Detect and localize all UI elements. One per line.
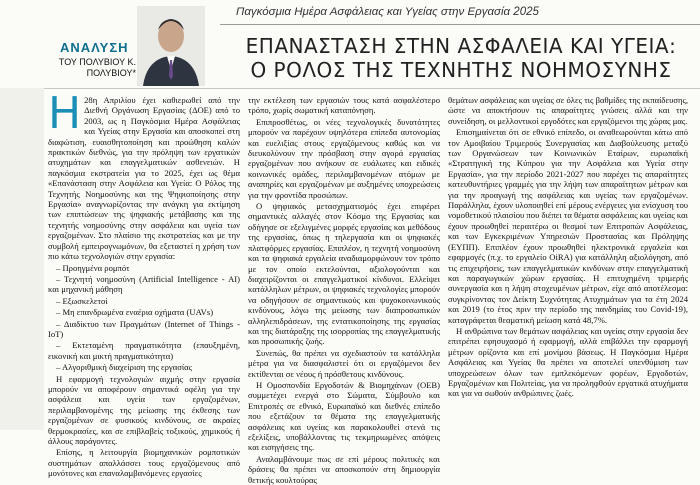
paragraph: Συνεπώς, θα πρέπει να σχεδιαστούν τα κατάλληλα μέτρα για να διασφαλιστεί ότι οι εργαζόμενοι δεν εκτίθενται σε νέους ή πρόσθετους κινδύνους.: [248, 347, 440, 379]
paragraph: Η εφαρμογή τεχνολογιών αιχμής στην εργασία μπορούν να αποφέρουν σημαντικά οφέλη για την ασφάλεια και υγεία των εργαζομένων, περιλαμβανομένης της μείωσης της έκθεσης των εργαζομένων σε φυσικούς κινδύνους, σε ακραίες θερμοκρασίες, και σε επιβλαβείς τοξικούς, χημικούς ή άλλους παράγοντες.: [48, 373, 240, 446]
byline: [56, 57, 136, 79]
list-item: – Διαδίκτυο των Πραγμάτων (Internet of Things - IoT): [48, 319, 240, 340]
headline: [222, 34, 700, 82]
paragraph: Η ανθρώπινα των θεμάτων ασφάλειας και υγείας στην εργασία δεν επιτρέπει εφησυχασμό ή εφαρμογή, αλλά επιβάλλει την εφαρμογή μέτρων ορίζοντα και επί μονίμου βάσεως. Η Παγκόσμια Ημέρα Ασφάλειας και Υγείας θα πρέπει να αποτελεί υπενθύμιση των υποχρεώσεων όλων των εμπλεκόμενων φορέων, Εργοδοτών, Εργαζομένων και Πολιτείας, για να προληφθούν εργατικά ατυχήματα και για να σωθούν ανθρώπινες ζωές.: [448, 325, 688, 399]
paragraph: την εκτέλεση των εργασιών τους κατά ασφαλέστερο τρόπο, χωρίς σωματική καταπόνηση.: [248, 95, 440, 116]
column-3: [448, 95, 688, 430]
paragraph: Ο ψηφιακός μετασχηματισμός έχει επιφέρει σημαντικές αλλαγές στον Κόσμο της Εργασίας και οδήγησε σε εξελιγμένες μορφές εργασίας και μεθόδους της εργασίας, όπως η τηλεργασία και οι ψηφιακές πλατφόρμες εργασίας. Επιπλέον, η τεχνητή νοημοσύνη και τα ψηφιακά εργαλεία αναδιαμορφώνουν τον τρόπο με τον οποίο εκτελούνται, αξιολογούνται και διαχειρίζονται οι επαγγελματικοί κίνδυνοι. Ελλείψει κατάλληλων μέτρων, οι ψηφιακές τεχνολογίες μπορούν να οδηγήσουν σε σημαντικούς και ψυχοκοινωνικούς κινδύνους, λόγω της μείωσης των διαπροσωπικών αλληλεπιδράσεων, της εντατικοποίησης της εργασίας και της διατάραξης της ισορροπίας της επαγγελματικής και προσωπικής ζωής.: [248, 201, 440, 347]
paragraph: Η Ομοσπονδία Εργοδοτών & Βιομηχάνων (ΟΕΒ) συμμετέχει ενεργά στο Σώματα, Σύμβουλο και Επιτροπές σε εθνικό, Ευρωπαϊκό και διεθνές επίπεδο που εξετάζουν τα θέματα της επαγγελματικής ασφάλειας και υγείας και παρακολουθεί στενά τις εξελίξεις, υποβάλλοντας τις τεκμηριωμένες απόψεις και εισηγήσεις της.: [248, 379, 440, 453]
headline-line2: Ο ΡΟΛΟΣ ΤΗΣ ΤΕΧΝΗΤΗΣ ΝΟΗΜΟΣΥΝΗΣ: [250, 58, 672, 82]
margin-strip: [0, 88, 44, 430]
column-1: [48, 88, 241, 479]
paragraph: 28η Απριλίου έχει καθιερωθεί από την Διεθνή Οργάνωση Εργασίας (ΔΟΕ) από το 2003, ως η Παγκόσμια Ημέρα Ασφάλειας και Υγείας στην Εργασία και αποσκοπεί στη διαφώτιση, ευαισθητοποίηση και προώθηση καλών πρακτικών διεθνώς, για την πρόληψη των εργατικών ατυχημάτων και επαγγελματικών ασθενειών. Η παγκόσμια εκστρατεία για το 2025, έχει ως θέμα «Επανάσταση στην Ασφάλεια και Υγεία: Ο Ρόλος της Τεχνητής Νοημοσύνης και της Ψηφιοποίησης στην Εργασία» αναγνωρίζοντας την ανάγκη για εκτίμηση των επιπτώσεων της ψηφιακής μετάβασης και της τεχνητής νοημοσύνης στην ασφάλεια και υγεία των εργαζομένων. Στο πλαίσιο της εκστρατείας και με την συμβολή εμπειρογνωμόνων, θα εξεταστεί η χρήση των πιο κάτω τεχνολογιών στην εργασία:: [48, 95, 240, 262]
byline-line1: ΤΟΥ ΠΟΛΥΒΙΟΥ Κ.: [58, 57, 136, 67]
section-label: ΑΝΑΛΥΣΗ: [60, 40, 129, 55]
list-item: – Τεχνητή νοημοσύνη (Artificial Intelligence - AI) και μηχανική μάθηση: [48, 274, 240, 295]
column-2: [248, 95, 440, 485]
paragraph: Επιπροσθέτως, οι νέες τεχνολογικές δυνατότητες μπορούν να παρέχουν υψηλότερα επίπεδα αυτονομίας και ευελιξίας στους εργαζόμενους καθώς και να διευκολύνουν την πρόσβαση στην αγορά εργασίας εργαζομένων που ανήκουν σε ευάλωτες και ειδικές κοινωνικές ομάδες, περιλαμβανομένων ατόμων με αναπηρίες και εργαζομένων με αυξημένες υποχρεώσεις για την φροντίδα προσώπων.: [248, 116, 440, 200]
list-item: – Μη επανδρωμένα εναέρια οχήματα (UAVs): [48, 307, 240, 317]
article-header: [0, 0, 700, 89]
kicker: Παγκόσμια Ημέρα Ασφάλειας και Υγείας στην Εργασία 2025: [236, 6, 539, 18]
author-portrait-icon: [137, 6, 205, 86]
kicker-rule: [220, 24, 700, 25]
paragraph: θεμάτων ασφάλειας και υγείας σε όλες τις βαθμίδες της εκπαίδευσης, ώστε να αποκτήσουν τις απαραίτητες γνώσεις αλλά και την συνείδηση, οι μελλοντικοί εργοδότες και εργαζόμενοι της χώρας μας.: [448, 95, 688, 126]
paragraph: Επισημαίνεται ότι σε εθνικό επίπεδο, οι αναθεωρούνται κάτω από τον Αμοιβαίου Τριμερούς Συνεργασίας και Διαβούλευσης μεταξύ των Οργανώσεων των Κοινωνικών Εταίρων, ευρωπαϊκή «Στρατηγική της Κύπρου για την Ασφάλεια και Υγεία στην Εργασία», για την περίοδο 2021-2027 που παρέχει τις απαραίτητες κατευθυντήριες γραμμές για την λήψη των απαραίτητων μέτρων και για την προαγωγή της ασφάλειας και υγείας των εργαζομένων. Παράλληλα, έχουν υλοποιηθεί επί μέρους ενέργειες για ενίσχυση του νομοθετικού πλαισίου που διέπει τα θέματα ασφάλειας και υγείας και έχουν προωθηθεί περαιτέρω οι θεσμοί των Επιτροπών Ασφάλειας, και των Εγκεκριμένων Υπηρεσιών Προστασίας και Πρόληψης (ΕΥΠΠ). Επιπλέον έχουν προωθηθεί ηλεκτρονικά εργαλεία και εφαρμογές (π.χ. το εργαλείο OiRA) για κατάλληλη αξιολόγηση, από τις επιχειρήσεις, των επαγγελματικών κινδύνων στην επαγγελματική και παραγωγικών χώρων εργασίας. Η επιτυχημένη τριμερής συνεργασία και η λήψη στοχευμένων μέτρων, είχε από αποτέλεσμα: συγκρίνοντας τον Δείκτη Συχνότητας Ατυχημάτων για τα έτη 2024 και 2019 (το έτος πριν την περίοδο της πανδημίας του Covid-19), καταγράφεται θεαματική μείωση κατά 48,7%.: [448, 127, 688, 325]
byline-line2: ΠΟΛΥΒΙΟΥ*: [86, 68, 136, 78]
list-item: – Εξωσκελετοί: [48, 296, 240, 306]
list-item: – Αλγοριθμική διαχείριση της εργασίας: [48, 362, 240, 372]
drop-cap: Η: [48, 88, 82, 139]
list-item: – Προηγμένα ρομπότ: [48, 263, 240, 273]
list-item: – Εκτεταμένη πραγματικότητα (επαυξημένη, εικονική και μικτή πραγματικότητα): [48, 340, 240, 361]
paragraph: Επίσης, η λειτουργία βιομηχανικών ρομποτικών συστημάτων απαλλάσσει τους εργαζόμενους από μονότονες και επαναλαμβανόμενες εργασίες: [48, 447, 240, 479]
paragraph: Αναλαμβάνουμε πως σε επί μέρους πολιτικές και δράσεις θα πρέπει να αποσκοπούν στη δημιουργία θετικής κουλτούρας: [248, 453, 440, 485]
headline-line1: ΕΠΑΝΑΣΤΑΣΗ ΣΤΗΝ ΑΣΦΑΛΕΙΑ ΚΑΙ ΥΓΕΙΑ:: [245, 34, 677, 58]
